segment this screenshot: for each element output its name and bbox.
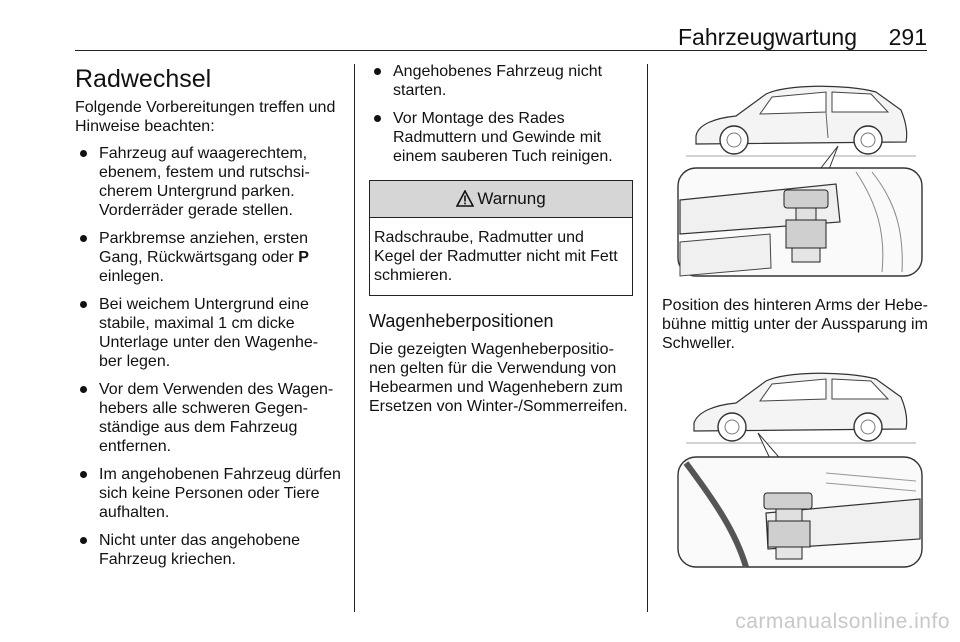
warning-text: Radschraube, Radmutter und Kegel der Radmutter nicht mit Fett schmieren. xyxy=(374,229,618,284)
column-left xyxy=(75,62,343,578)
list-item: Im angehobenen Fahrzeug dürfen sich keine Personen oder Tiere aufhalten. xyxy=(75,465,343,522)
subsection-title: Wagenheberpositionen xyxy=(369,311,554,331)
page-number: 291 xyxy=(888,24,927,50)
chapter-title: Fahrzeugwartung xyxy=(678,24,857,50)
steps-list-continued xyxy=(369,62,633,166)
column-divider xyxy=(647,64,648,612)
list-item: Vor Montage des Rades Radmuttern und Gewinde mit einem sauberen Tuch reinigen. xyxy=(369,109,633,166)
section-title: Radwechsel xyxy=(75,65,212,93)
column-divider xyxy=(354,64,355,612)
warning-title: Warnung xyxy=(477,189,546,208)
list-item: Bei weichem Untergrund eine stabile, maximal 1 cm dicke Unterlage unter den Wagenhe- ber legen. xyxy=(75,295,343,371)
list-item: Fahrzeug auf waagerechtem, ebenem, festem und rutschsi- cherem Untergrund parken. Vorderräder gerade stellen. xyxy=(75,144,343,220)
column-right xyxy=(662,62,932,573)
steps-list xyxy=(75,144,343,569)
list-item: Angehobenes Fahrzeug nicht starten. xyxy=(369,62,633,100)
figure-rear-lift-arm xyxy=(676,72,924,282)
warning-header xyxy=(370,181,632,218)
intro-text: Folgende Vorbereitungen treffen und Hinweise beachten: xyxy=(75,99,336,135)
jack-text: Die gezeigten Wagenheberpositio- nen gelten für die Verwendung von Hebearmen und Wagenhebern zum Ersetzen von Winter-/Sommerreifen. xyxy=(369,341,628,415)
warning-triangle-icon xyxy=(456,190,474,207)
page-header xyxy=(75,22,927,51)
warning-box xyxy=(369,180,633,296)
list-item: Vor dem Verwenden des Wagen- hebers alle schweren Gegen- ständige aus dem Fahrzeug entfernen. xyxy=(75,380,343,456)
watermark: carmanualsonline.info xyxy=(735,610,950,633)
figure-front-lift-arm xyxy=(676,363,924,573)
list-item: Nicht unter das angehobene Fahrzeug kriechen. xyxy=(75,531,343,569)
column-middle xyxy=(369,62,633,424)
figure-caption: Position des hinteren Arms der Hebe- bühne mittig unter der Aussparung im Schweller. xyxy=(662,297,928,352)
list-item: Parkbremse anziehen, ersten Gang, Rückwärtsgang oder P einlegen. xyxy=(75,229,343,286)
